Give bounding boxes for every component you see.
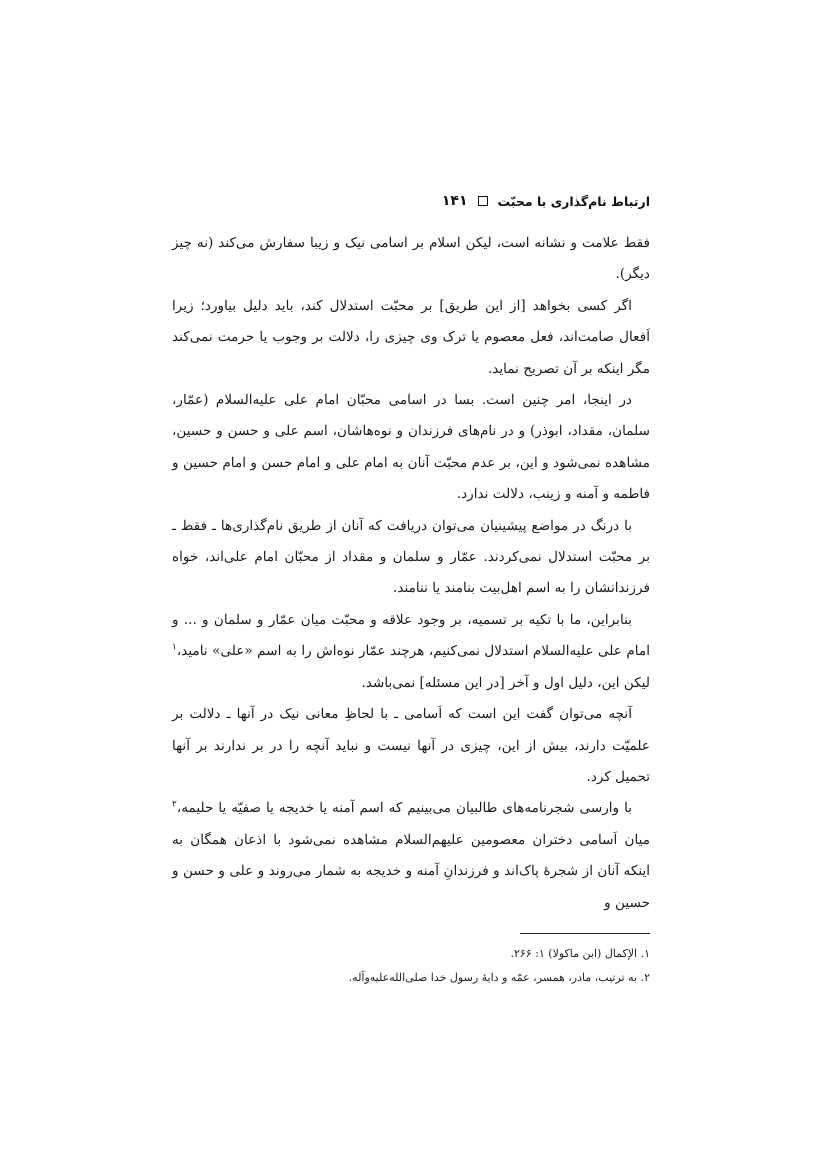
paragraph-5-text-b: لیکن این، دلیل اول و آخر [در این مسئله] نمی‌باشد.: [361, 674, 650, 691]
running-header: [172, 188, 650, 214]
page-number: ۱۴۱: [441, 193, 468, 209]
footnote-ref-2: ۲: [172, 799, 177, 810]
body-text: [172, 228, 650, 919]
paragraph-4: با درنگ در مواضع پیشینیان می‌توان دریافت که آنان از طریق نام‌گذاری‌ها ـ فقط ـ بر محبّت استدلال نمی‌کردند. عمّار و سلمان و مقداد از محبّان امام علی‌اند، خواه فرزندانشان را به اسم اهل‌بیت بنامند یا ننامند.: [172, 517, 650, 597]
paragraph-2: اگر کسی بخواهد [از این طریق] بر محبّت استدلال کند، باید دلیل بیاورد؛ زیرا اَفعال صامت‌اند، فعل معصوم یا ترک وی چیزی را، دلالت بر وجوب یا حرمت نمی‌کند مگر اینکه بر آن تصریح نماید.: [172, 297, 650, 377]
book-page: [172, 188, 650, 990]
paragraph-1: فقط علامت و نشانه است، لیکن اسلام بر اسامی نیک و زیبا سفارش می‌کند (نه چیز دیگر).: [172, 235, 650, 283]
footnote-divider: [520, 933, 650, 934]
footnotes: [172, 942, 650, 990]
running-title: ارتباط نام‌گذاری با محبّت: [497, 193, 650, 209]
paragraph-7-text-a: با وارسی شجرنامه‌های طالبیان می‌بینیم که اسم آمنه یا خدیجه یا صفیّه یا حلیمه،: [176, 800, 632, 817]
paragraph-7-text-b: میان اَسامی دختران معصومین علیهم‌السلام مشاهده نمی‌شود با اذعان همگان به اینکه آنان از شجرهٔ پاک‌اند و فرزندانِ آمنه و خدیجه به شمار می‌روند و علی و حسن و حسین و: [172, 831, 650, 911]
paragraph-6: آنچه می‌توان گفت این است که اَسامی ـ با لحاظِ معانی نیک در آنها ـ دلالت بر علمیّت دارند، بیش از این، چیزی در آنها نیست و نباید آنچه را در بر ندارند بر آنها تحمیل کرد.: [172, 706, 650, 785]
paragraph-5-text-a: بنابراین، ما با تکیه بر تسمیه، بر وجود علاقه و محبّت میان عمّار و سلمان و ... و امام علی علیه‌السلام استدلال نمی‌کنیم، هرچند عمّار نوه‌اش را به اسم «علی» نامید،: [172, 611, 650, 660]
footnote-2: ۲. به ترتیب، مادر، همسر، عمّه و دایهٔ رسول خدا صلی‌الله‌علیه‌وآله.: [348, 970, 650, 984]
paragraph-7: [172, 793, 650, 919]
footnote-1: ۱. الإکمال (ابن ماکولا) ۱: ۲۶۶.: [510, 946, 650, 960]
square-bullet-icon: [478, 196, 488, 206]
footnote-ref-1: ۱: [172, 642, 177, 653]
paragraph-3: در اینجا، امر چنین است. بسا در اسامی محبّان امام علی علیه‌السلام (عمّار، سلمان، مقداد، ابوذر) و در نام‌های فرزندان و نوه‌هاشان، اسم علی و حسن و حسین، مشاهده نمی‌شود و این، بر عدم محبّت آنان به امام علی و امام حسن و امام حسین و فاطمه و آمنه و زینب، دلالت ندارد.: [172, 392, 650, 503]
paragraph-5: [172, 605, 650, 699]
